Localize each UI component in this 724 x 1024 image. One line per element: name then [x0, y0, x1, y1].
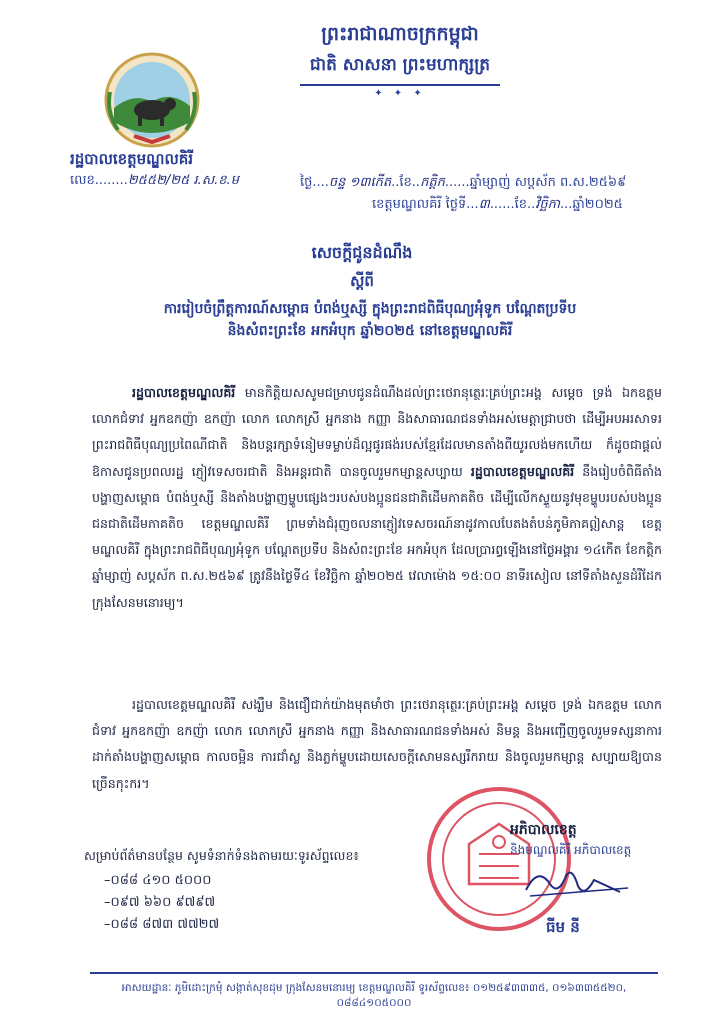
solar-month: វិច្ឆិកា — [535, 197, 561, 212]
solar-date: ខេត្តមណ្ឌលគិរី ថ្ងៃទី...៣......ខែ..វិច្ឆិកា...ឆ្នាំ២០២៥ — [372, 197, 623, 212]
subject-lines — [90, 298, 650, 342]
footer-address: អាសយដ្ឋានៈ ភូមិដោះក្រមុំ សង្កាត់សុខដុម ក្រុងសែនមនោរម្យ ខេត្តមណ្ឌលគិរី ទូរស័ព្ទលេខ៖ ០១២៥៩៣៣៣៥, ០១៦៣៣៥៥២០, ០៨៨៤១០៥០០០ — [121, 982, 627, 1009]
signatory-name: ធីម នី — [546, 918, 580, 936]
subject-line-2: និងសំពះព្រះខែ អកអំបុក ឆ្នាំ២០២៥ នៅខេត្តមណ្ឌលគិរី — [227, 323, 513, 339]
lunar-month-label: ខែ — [399, 175, 412, 190]
provincial-emblem-icon — [104, 52, 200, 148]
motto-ornament: ✦ ✦ ✦ — [374, 88, 426, 99]
lunar-date-prefix: ថ្ងៃ — [300, 175, 313, 190]
solar-day: ៣ — [478, 197, 490, 212]
issuer-emphasis-2: រដ្ឋបាលខេត្តមណ្ឌលគិរី — [470, 463, 575, 479]
issuer-emphasis: រដ្ឋបាលខេត្តមណ្ឌលគិរី — [132, 385, 236, 400]
phone-number-3: –០៨៨ ៨៧៣ ៧៧២៧ — [104, 917, 220, 932]
body-paragraph-1 — [92, 380, 662, 616]
document-title: សេចក្តីជូនដំណឹង — [311, 243, 413, 262]
lunar-year: ឆ្នាំម្សាញ់ សប្តស័ក ព.ស.២៥៦៩ — [469, 175, 627, 190]
subject-line-1: ការរៀបចំព្រឹត្តការណ៍សម្ពោធ បំពង់ឬស្សី ក្នុងព្រះរាជពិធីបុណ្យអុំទូក បណ្តែតប្រទីប — [163, 301, 577, 317]
lunar-month: កត្តិក — [420, 175, 445, 190]
phone-number-2: –០៩៧ ៦៦០ ៩៧៩៧ — [104, 895, 216, 910]
kingdom-heading: ព្រះរាជាណាចក្រកម្ពុជា — [321, 23, 479, 45]
national-motto: ជាតិ សាសនា ព្រះមហាក្សត្រ — [309, 55, 491, 75]
signatory-subtitle: និងមណ្ឌលគិរី អភិបាលខេត្ត — [510, 843, 632, 857]
issuer-name: រដ្ឋបាលខេត្តមណ្ឌលគិរី — [70, 150, 194, 168]
solar-year: ឆ្នាំ២០២៥ — [572, 197, 623, 212]
contact-label: សម្រាប់ព័ត៌មានបន្ថែម សូមទំនាក់ទំនងតាមរយៈទូរស័ព្ទលេខ៖ — [84, 848, 359, 863]
subject-label: ស្តីពី — [350, 272, 374, 290]
phone-number-1: –០៨៨ ៤១០ ៥០០០ — [104, 873, 212, 888]
paragraph-1-text-a: មានកិត្តិយសសូមជម្រាបជូនដំណឹងដល់ព្រះថេរានុត្ថេរៈគ្រប់ព្រះអង្គ សម្តេច ទ្រង់ ឯកឧត្តម លោកជំទាវ អ្នកឧកញ៉ា ឧកញ៉ា លោក លោកស្រី អ្នកនាង កញ្ញា និងសាធារណជនទាំងអស់មេត្តាជ្រាបថា ដើម្បីអបអរសាទរព្រះរាជពិធីបុណ្យប្រពៃណីជាតិ និងបន្តរក្សាទំនៀមទម្លាប់ដ៏ល្អផូរផង់របស់ខ្មែរដែលមានតាំងពីយូរលង់មកហើយ ក៏ដូចជាផ្តល់ឱកាសជូនប្រពលរដ្ឋ ភ្ញៀវទេសចរជាតិ និងអន្តរជាតិ បានចូលរួមកម្សាន្តសប្បាយ — [92, 385, 662, 479]
reference-number: លេខ........២៥៥២/២៥ រ.ស.ខ.ម — [70, 173, 239, 188]
handwritten-signature-icon — [520, 862, 630, 902]
motto-divider — [300, 84, 500, 86]
lunar-date: ថ្ងៃ....ចន្ទ ១៣កើត..ខែ..កត្តិក......ឆ្នាំម្សាញ់ សប្តស័ក ព.ស.២៥៦៩ — [300, 175, 627, 190]
paragraph-1-text-b: នឹងរៀបចំពិធីតាំងបង្ហាញសម្ពោធ បំពង់ឬស្សី និងតាំងបង្ហាញម្ហូបផ្សេងៗរបស់បងប្អូនជនជាតិដើមភាគតិច ដើម្បីលើកស្ទួយនូវមុខម្ហូបរបស់បងប្អូនជនជាតិដើមភាគតិច ខេត្តមណ្ឌលគិរី ព្រមទាំងជំរុញចលនាភ្ញៀវទេសចរណ៍នាដូវកាលបែតងតំបន់ភូមិភាគឦសាន្ត ខេត្តមណ្ឌលគិរី ក្នុងព្រះរាជពិធីបុណ្យអុំទូក បណ្តែតប្រទីប និងសំពះព្រះខែ អកអំបុក ដែលប្រារព្ធឡើងនៅថ្ងៃអង្គារ ១៤កើត ខែកត្តិក ឆ្នាំម្សាញ់ សប្តស័ក ព.ស.២៥៦៩ ត្រូវនឹងថ្ងៃទី៤ ខែវិច្ឆិកា ឆ្នាំ២០២៥ វេលាម៉ោង ១៥:០០ នាទីរសៀល នៅទីតាំងសួនដំរីដែក ក្រុងសែនមនោរម្យ។ — [92, 463, 663, 610]
solar-month-label: ខែ — [514, 197, 527, 212]
signatory-title: អភិបាលខេត្ត — [510, 822, 577, 838]
solar-date-prefix: ខេត្តមណ្ឌលគិរី ថ្ងៃទី — [372, 197, 467, 212]
reference-label: លេខ — [70, 173, 95, 188]
body-paragraph-2: រដ្ឋបាលខេត្តមណ្ឌលគិរី សង្ឃឹម និងជឿជាក់យ៉ាងមុតមាំថា ព្រះថេរានុត្ថេរៈគ្រប់ព្រះអង្គ សម្តេច ទ្រង់ ឯកឧត្តម លោកជំទាវ អ្នកឧកញ៉ា ឧកញ៉ា លោក លោកស្រី អ្នកនាង កញ្ញា និងសាធារណជនទាំងអស់ និមន្ត និងអញ្ជើញចូលរួមទស្សនាការដាក់តាំងបង្ហាញសម្ពោធ កាលចម្អិន ការជាំស្ល និងភ្លក់ម្ហូបដោយសេចក្តីសោមនស្សរីករាយ និងចូលរួមកម្សាន្ត សប្បាយឱ្យបានច្រើនកុះករ។ — [92, 697, 662, 791]
reference-value: ២៥៥២/២៥ រ.ស.ខ.ម — [127, 173, 239, 188]
footer-divider — [90, 972, 658, 974]
lunar-day: ចន្ទ ១៣កើត — [328, 175, 392, 190]
